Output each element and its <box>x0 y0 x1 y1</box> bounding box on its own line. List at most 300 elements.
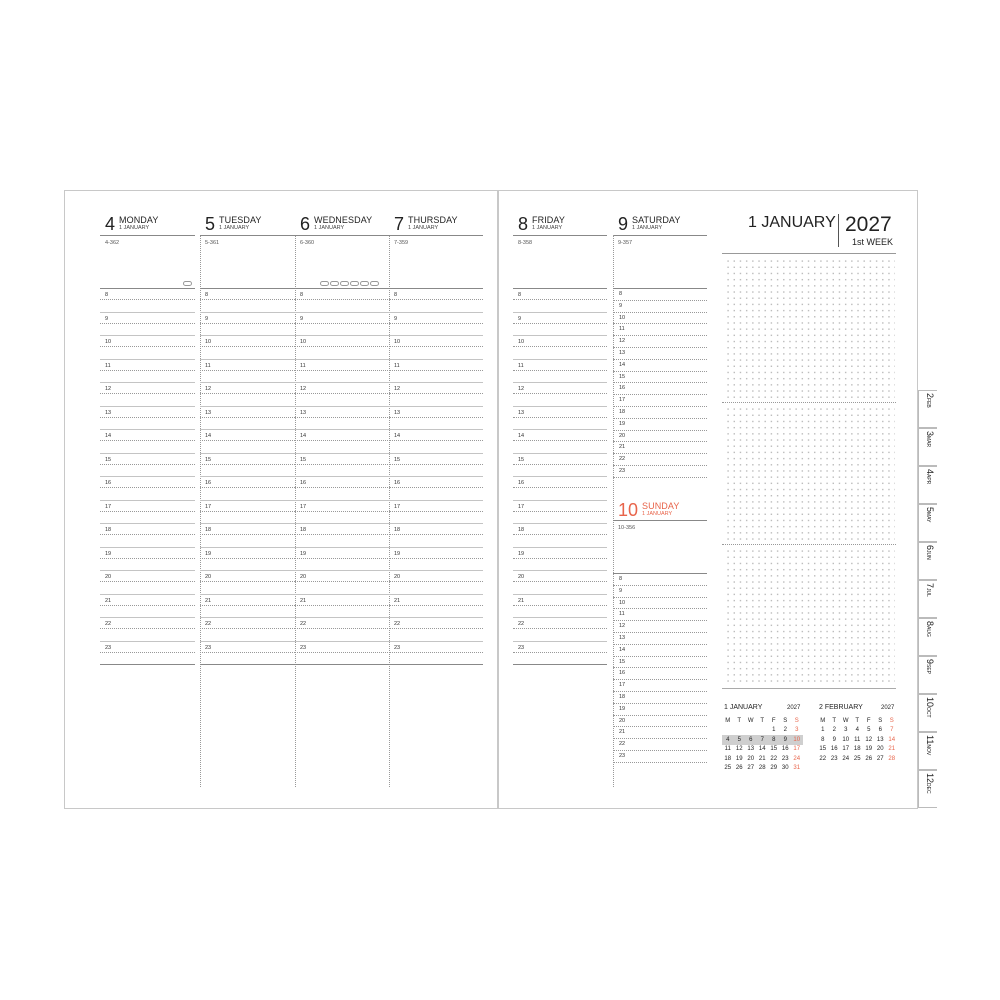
hour-line <box>100 547 195 548</box>
hour-line <box>295 617 390 618</box>
hour-label: 16 <box>518 480 525 486</box>
month-tab-label <box>925 507 935 522</box>
hour-label: 23 <box>205 644 212 651</box>
calendar-date[interactable]: 17 <box>793 746 801 753</box>
month-tab-jul[interactable] <box>918 580 937 618</box>
half-hour-line <box>295 628 390 629</box>
notes-dot-grid-2 <box>725 406 895 542</box>
hour-label: 23 <box>300 644 307 651</box>
hour-label: 19 <box>619 705 626 712</box>
calendar-date[interactable]: 19 <box>735 755 743 762</box>
calendar-date[interactable]: 11 <box>724 746 731 753</box>
hour-label: 8 <box>394 292 398 298</box>
hour-line <box>513 570 607 571</box>
hour-line <box>389 500 483 501</box>
hour-line <box>513 406 607 407</box>
hour-line <box>613 430 707 431</box>
half-hour-line <box>513 558 607 559</box>
hour-label: 10 <box>619 599 626 606</box>
calendar-date[interactable]: 27 <box>747 765 755 772</box>
day-subtitle: 1 JANUARY <box>219 225 250 231</box>
hour-line <box>200 617 295 618</box>
hour-line <box>389 312 483 313</box>
hour-label: 18 <box>619 409 626 415</box>
hour-label: 14 <box>300 433 307 439</box>
hour-line <box>100 429 195 430</box>
hour-line <box>613 382 707 383</box>
hour-line <box>613 667 707 668</box>
hour-line <box>200 406 295 407</box>
hour-line <box>513 500 607 501</box>
hour-line <box>389 570 483 571</box>
notes-bottom-rule <box>722 688 896 689</box>
calendar-date[interactable]: 25 <box>853 755 861 762</box>
half-hour-line <box>100 370 195 371</box>
hour-line <box>295 335 390 336</box>
hour-label: 22 <box>394 621 401 627</box>
month-tab-aug[interactable] <box>918 618 937 656</box>
month-tab-number: 8 <box>925 621 935 627</box>
half-hour-line <box>389 534 483 535</box>
hour-label: 9 <box>619 302 623 309</box>
notes-divider-2 <box>722 544 896 545</box>
hour-line <box>613 608 707 609</box>
hour-line <box>389 641 483 642</box>
timeline-top-rule <box>200 288 295 289</box>
hour-line <box>613 620 707 621</box>
half-hour-line <box>513 628 607 629</box>
hour-label: 10 <box>205 339 212 345</box>
day-number: 7 <box>394 214 405 234</box>
month-tab-may[interactable] <box>918 504 937 542</box>
hour-line <box>389 523 483 524</box>
month-tab-feb[interactable] <box>918 390 937 428</box>
calendar-date[interactable]: 17 <box>842 746 850 753</box>
calendar-date[interactable]: 24 <box>793 755 801 762</box>
month-tab-label <box>925 393 935 408</box>
half-hour-line <box>389 417 483 418</box>
day-name: SATURDAY <box>632 215 681 225</box>
mini-calendar-february <box>817 716 898 764</box>
hour-line <box>200 547 295 548</box>
mini-cal-1-title: 1 JANUARY <box>724 704 763 711</box>
half-hour-line <box>200 581 295 582</box>
calendar-date[interactable]: 19 <box>865 746 873 753</box>
half-hour-line <box>100 346 195 347</box>
month-tab-number: 2 <box>925 393 935 399</box>
day-subtitle: 1 JANUARY <box>642 511 673 517</box>
half-hour-line <box>200 464 295 465</box>
calendar-date[interactable]: 15 <box>770 746 778 753</box>
weekday-label: T <box>737 717 742 724</box>
calendar-date[interactable]: 22 <box>819 755 827 762</box>
day-number: 8 <box>518 214 529 234</box>
half-hour-line <box>200 346 295 347</box>
hour-line <box>389 453 483 454</box>
month-tab-dec[interactable] <box>918 770 937 808</box>
hour-line <box>389 335 483 336</box>
calendar-date[interactable]: 1 <box>821 727 825 734</box>
hour-line <box>613 703 707 704</box>
hour-label: 20 <box>205 574 212 580</box>
calendar-date[interactable]: 13 <box>747 746 755 753</box>
half-hour-line <box>295 558 390 559</box>
hour-line <box>389 594 483 595</box>
hour-line <box>513 594 607 595</box>
mini-cal-2-title: 2 FEBRUARY <box>819 704 863 711</box>
calendar-date[interactable]: 7 <box>890 727 894 734</box>
hour-label: 12 <box>105 386 112 392</box>
half-hour-line <box>513 323 607 324</box>
day-number: 5 <box>205 214 216 234</box>
hour-label: 15 <box>394 456 401 463</box>
half-hour-line <box>295 299 390 300</box>
day-number: 9 <box>618 214 629 234</box>
hour-label: 21 <box>105 597 112 604</box>
hour-label: 13 <box>619 350 626 356</box>
day-subtitle: 1 JANUARY <box>314 225 345 231</box>
half-hour-line <box>389 323 483 324</box>
hour-label: 17 <box>300 503 307 510</box>
calendar-date[interactable]: 25 <box>724 765 732 772</box>
hour-label: 11 <box>518 362 524 369</box>
hour-line <box>389 382 483 383</box>
weekday-label: S <box>878 717 883 724</box>
hour-line <box>295 406 390 407</box>
hour-line <box>100 335 195 336</box>
calendar-date[interactable]: 11 <box>854 736 861 743</box>
half-hour-line <box>100 511 195 512</box>
half-hour-line <box>389 370 483 371</box>
half-hour-line <box>200 534 295 535</box>
half-hour-line <box>513 393 607 394</box>
calendar-date[interactable]: 2 <box>783 727 787 734</box>
calendar-date[interactable]: 4 <box>855 727 859 734</box>
calendar-date[interactable]: 21 <box>888 746 896 753</box>
header-rule <box>389 235 483 236</box>
hour-line <box>100 453 195 454</box>
calendar-date[interactable]: 2 <box>832 727 836 734</box>
hour-line <box>613 300 707 301</box>
timeline-top-rule <box>295 288 390 289</box>
day-subtitle: 1 JANUARY <box>532 225 563 231</box>
hour-label: 8 <box>619 291 623 297</box>
half-hour-line <box>389 393 483 394</box>
calendar-date[interactable]: 7 <box>757 735 769 745</box>
calendar-date[interactable]: 3 <box>795 727 799 734</box>
half-hour-line <box>389 652 483 653</box>
half-hour-line <box>513 417 607 418</box>
hour-label: 14 <box>518 433 525 439</box>
hour-line <box>389 617 483 618</box>
hour-line <box>295 312 390 313</box>
calendar-date[interactable]: 18 <box>724 755 732 762</box>
hour-label: 10 <box>518 339 525 345</box>
calendar-date[interactable]: 28 <box>888 755 896 762</box>
timeline-bottom-rule <box>513 664 607 665</box>
hour-line <box>295 429 390 430</box>
half-hour-line <box>200 652 295 653</box>
hour-label: 12 <box>619 338 626 345</box>
month-tab-abbr: NOV <box>925 744 931 756</box>
hour-line <box>200 500 295 501</box>
hour-line <box>613 312 707 313</box>
month-tab-number: 6 <box>925 545 935 551</box>
calendar-date[interactable]: 22 <box>770 755 778 762</box>
day-number: 4 <box>105 214 116 234</box>
hour-label: 17 <box>394 503 401 510</box>
half-hour-line <box>295 393 390 394</box>
day-subtitle: 1 JANUARY <box>408 225 439 231</box>
day-name: WEDNESDAY <box>314 215 373 225</box>
month-tab-abbr: OCT <box>925 707 931 718</box>
calendar-date[interactable]: 8 <box>821 736 825 743</box>
hour-label: 8 <box>205 292 209 298</box>
hour-label: 11 <box>105 362 111 369</box>
half-hour-line <box>100 417 195 418</box>
hour-label: 13 <box>394 409 401 416</box>
hour-label: 9 <box>105 315 109 322</box>
hour-label: 12 <box>300 386 307 392</box>
timeline-top-rule <box>100 288 195 289</box>
hour-label: 8 <box>300 292 304 298</box>
hour-line <box>613 585 707 586</box>
hour-label: 19 <box>205 550 212 557</box>
calendar-date[interactable]: 31 <box>793 765 801 772</box>
month-tab-apr[interactable] <box>918 466 937 504</box>
hour-label: 14 <box>619 646 626 653</box>
calendar-date[interactable]: 1 <box>772 727 776 734</box>
hour-label: 19 <box>300 550 307 557</box>
hour-label: 9 <box>300 315 304 322</box>
hour-label: 16 <box>394 480 401 486</box>
calendar-date[interactable]: 23 <box>830 755 838 762</box>
holiday-mark-icon <box>340 281 349 286</box>
calendar-date[interactable]: 28 <box>758 765 766 772</box>
hour-label: 21 <box>518 597 525 604</box>
calendar-date[interactable]: 13 <box>876 736 884 743</box>
month-tab-jun[interactable] <box>918 542 937 580</box>
half-hour-line <box>100 652 195 653</box>
holiday-mark-icon <box>183 281 192 286</box>
calendar-date[interactable]: 26 <box>865 755 873 762</box>
hour-line <box>613 762 707 763</box>
month-tab-label <box>925 773 935 794</box>
hour-label: 9 <box>394 315 398 322</box>
day-name: SUNDAY <box>642 501 680 511</box>
hour-line <box>513 617 607 618</box>
calendar-date[interactable]: 16 <box>781 746 789 753</box>
half-hour-line <box>513 581 607 582</box>
calendar-date[interactable]: 8 <box>768 735 780 745</box>
half-hour-line <box>100 581 195 582</box>
day-number: 10 <box>618 500 639 520</box>
calendar-date[interactable]: 21 <box>758 755 766 762</box>
hour-line <box>200 429 295 430</box>
half-hour-line <box>200 605 295 606</box>
hour-line <box>513 382 607 383</box>
hour-label: 14 <box>105 433 112 439</box>
hour-line <box>295 382 390 383</box>
hour-label: 15 <box>619 658 626 665</box>
calendar-date[interactable]: 15 <box>819 746 827 753</box>
hour-line <box>100 406 195 407</box>
day-code: 4-362 <box>105 240 120 246</box>
calendar-date[interactable]: 27 <box>876 755 884 762</box>
hour-label: 23 <box>619 468 626 474</box>
hour-label: 22 <box>518 621 525 627</box>
calendar-date[interactable]: 18 <box>853 746 861 753</box>
month-tab-label <box>925 545 935 560</box>
hour-label: 23 <box>105 644 112 651</box>
hour-line <box>613 691 707 692</box>
header-rule <box>100 235 195 236</box>
month-tab-mar[interactable] <box>918 428 937 466</box>
calendar-date[interactable]: 30 <box>781 765 789 772</box>
header-rule <box>613 235 707 236</box>
hour-line <box>100 312 195 313</box>
hour-label: 11 <box>619 611 625 618</box>
hour-line <box>613 453 707 454</box>
half-hour-line <box>200 487 295 488</box>
hour-line <box>613 465 707 466</box>
calendar-date[interactable] <box>722 726 734 736</box>
header-rule <box>200 235 295 236</box>
calendar-date[interactable]: 14 <box>758 746 766 753</box>
hour-line <box>613 371 707 372</box>
weekday-label: T <box>855 717 860 724</box>
notes-dot-grid-3 <box>725 548 895 684</box>
hour-line <box>513 476 607 477</box>
day-code: 5-361 <box>205 240 220 246</box>
calendar-date[interactable]: 20 <box>876 746 884 753</box>
weekday-label: F <box>866 717 871 724</box>
holiday-mark-icon <box>350 281 359 286</box>
calendar-date[interactable]: 14 <box>888 736 896 743</box>
hour-label: 13 <box>518 409 525 416</box>
hour-line <box>389 547 483 548</box>
day-name: FRIDAY <box>532 215 565 225</box>
half-hour-line <box>295 511 390 512</box>
month-tab-abbr: JUL <box>925 588 931 597</box>
calendar-date[interactable]: 5 <box>867 727 871 734</box>
calendar-date[interactable]: 9 <box>832 736 836 743</box>
hour-label: 18 <box>619 694 626 700</box>
timeline-top-rule <box>613 288 707 289</box>
calendar-date[interactable]: 20 <box>747 755 755 762</box>
month-tab-abbr: MAY <box>925 512 931 523</box>
hour-label: 14 <box>619 361 626 368</box>
month-tab-oct[interactable] <box>918 694 937 732</box>
hour-line <box>613 441 707 442</box>
calendar-date[interactable] <box>757 726 769 736</box>
hour-label: 17 <box>619 397 626 404</box>
hour-label: 10 <box>300 339 307 345</box>
header-rule <box>295 235 390 236</box>
calendar-date[interactable]: 5 <box>734 735 746 745</box>
calendar-date[interactable]: 10 <box>791 735 803 745</box>
hour-line <box>100 617 195 618</box>
month-tab-number: 11 <box>925 735 935 745</box>
hour-label: 23 <box>619 753 626 759</box>
hour-line <box>100 382 195 383</box>
half-hour-line <box>200 628 295 629</box>
timeline-bottom-rule <box>295 664 390 665</box>
month-tab-abbr: AUG <box>925 626 931 637</box>
hour-label: 17 <box>518 503 525 510</box>
half-hour-line <box>389 605 483 606</box>
hour-line <box>613 394 707 395</box>
calendar-date[interactable]: 6 <box>745 735 757 745</box>
hour-line <box>613 406 707 407</box>
calendar-date[interactable]: 16 <box>830 746 838 753</box>
calendar-date[interactable]: 3 <box>844 727 848 734</box>
hour-label: 16 <box>619 385 626 392</box>
calendar-date[interactable]: 24 <box>842 755 850 762</box>
hour-line <box>513 335 607 336</box>
hour-label: 17 <box>619 682 626 689</box>
half-hour-line <box>295 581 390 582</box>
half-hour-line <box>513 605 607 606</box>
month-tab-nov[interactable] <box>918 732 937 770</box>
hour-label: 12 <box>394 386 401 392</box>
mini-cal-1-year: 2027 <box>787 705 801 711</box>
hour-line <box>613 323 707 324</box>
month-tab-sep[interactable] <box>918 656 937 694</box>
hour-line <box>613 632 707 633</box>
hour-label: 21 <box>394 597 401 604</box>
calendar-date[interactable]: 12 <box>865 736 873 743</box>
half-hour-line <box>100 299 195 300</box>
calendar-date[interactable]: 9 <box>780 735 792 745</box>
half-hour-line <box>389 487 483 488</box>
hour-line <box>389 476 483 477</box>
hour-label: 9 <box>518 315 522 322</box>
header-rule <box>613 520 707 521</box>
hour-label: 8 <box>105 292 109 298</box>
half-hour-line <box>100 628 195 629</box>
half-hour-line <box>513 534 607 535</box>
hour-line <box>295 641 390 642</box>
calendar-date[interactable]: 6 <box>878 727 882 734</box>
hour-label: 15 <box>205 456 212 463</box>
hour-label: 11 <box>619 326 625 333</box>
calendar-date[interactable] <box>745 726 757 736</box>
hour-label: 14 <box>205 433 212 439</box>
hour-line <box>200 594 295 595</box>
hour-label: 9 <box>619 587 623 594</box>
calendar-date[interactable] <box>734 726 746 736</box>
hour-label: 23 <box>518 644 525 651</box>
month-tab-label <box>925 583 935 597</box>
holiday-mark-icon <box>320 281 329 286</box>
calendar-date[interactable]: 12 <box>735 746 743 753</box>
hour-line <box>513 359 607 360</box>
hour-line <box>613 715 707 716</box>
calendar-date[interactable]: 10 <box>842 736 850 743</box>
hour-label: 19 <box>105 550 112 557</box>
calendar-date[interactable]: 4 <box>722 735 734 745</box>
hour-label: 18 <box>518 527 525 533</box>
day-name: MONDAY <box>119 215 159 225</box>
half-hour-line <box>389 511 483 512</box>
year-title: 2027 <box>845 213 892 236</box>
calendar-date[interactable]: 26 <box>735 765 743 772</box>
calendar-date[interactable]: 23 <box>781 755 789 762</box>
calendar-date[interactable]: 29 <box>770 765 778 772</box>
hour-label: 23 <box>394 644 401 651</box>
hour-line <box>613 347 707 348</box>
